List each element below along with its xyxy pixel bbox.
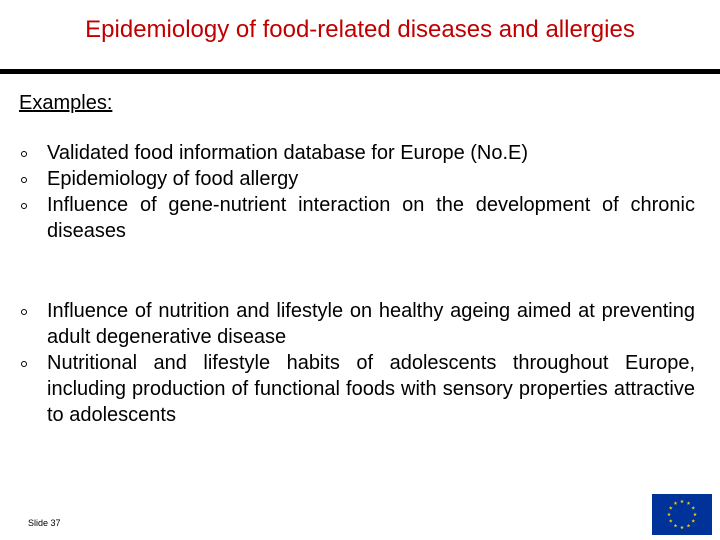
eu-flag-stars [652,494,712,535]
list-item [19,298,695,350]
list-item [19,166,695,192]
bullet-list-1 [19,140,695,244]
bullet-icon [21,361,27,367]
bullet-text: Validated food information database for Europe (No.E) [47,142,529,164]
star-icon [687,524,691,528]
bullet-text: Nutritional and lifestyle habits of adolescents throughout Europe, including production of functional foods with sensory properties attractive to adolescents [47,352,695,426]
bullet-text: Influence of nutrition and lifestyle on healthy ageing aimed at preventing adult degenerative disease [47,300,695,348]
title-divider [0,69,720,74]
star-icon [674,524,678,528]
star-icon [687,501,691,505]
star-icon [669,506,673,510]
eu-flag-icon [652,494,712,535]
bullet-text: Epidemiology of food allergy [47,168,299,190]
bullet-list-2 [19,298,695,428]
list-item [19,140,695,166]
star-icon [693,513,697,517]
list-item [19,350,695,428]
section-heading: Examples: [19,92,113,114]
bullet-icon [21,177,27,183]
star-icon [669,519,673,523]
star-icon [680,526,684,530]
bullet-icon [21,309,27,315]
slide-title: Epidemiology of food-related diseases and allergies [85,16,635,43]
star-icon [667,513,671,517]
star-icon [680,500,684,504]
bullet-icon [21,151,27,157]
star-icon [674,501,678,505]
bullet-text: Influence of gene-nutrient interaction on the development of chronic diseases [47,194,695,242]
bullet-icon [21,203,27,209]
list-item [19,192,695,244]
star-icon [691,506,695,510]
slide-number: Slide 37 [28,518,61,528]
star-icon [691,519,695,523]
